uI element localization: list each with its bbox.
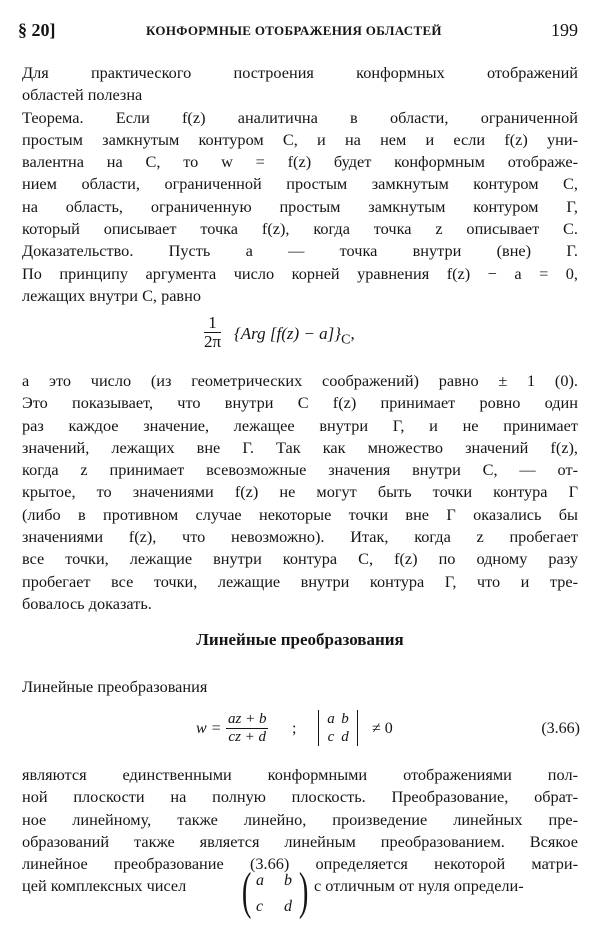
text-line: Это показывает, что внутри C f(z) принимает ровно один <box>22 393 578 413</box>
text-line: простым замкнутым контуром C, и на нем и если f(z) уни- <box>22 129 578 149</box>
nonzero-condition: ≠ 0 <box>372 720 393 737</box>
text-line: нием области, ограниченной простым замкнутым контуром C, <box>22 174 578 194</box>
sub-intro <box>22 676 578 698</box>
matrix-line-tail: с отличным от нуля определи- <box>314 876 524 895</box>
text-line: который описывает точка f(z), когда точка z описывает C. <box>22 219 578 239</box>
formula-comma: , <box>350 324 355 343</box>
text-line: являются единственными конформными отображениями пол- <box>22 765 578 784</box>
left-paren-icon: ( <box>241 863 252 920</box>
fraction-numerator: az + b <box>228 711 267 727</box>
text-line: линейное преобразование (3.66) определяется некоторой матри- <box>22 854 578 874</box>
text-line: раз каждое значение, лежащее внутри Г, и не принимает <box>22 415 578 435</box>
text-line: Линейные преобразования <box>22 677 208 696</box>
determinant <box>318 710 358 746</box>
page-number: 199 <box>551 20 578 40</box>
text-line: образований также является линейным преобразованием. Всякое <box>22 831 578 851</box>
mobius-formula <box>196 708 580 756</box>
section-heading: Линейные преобразования <box>196 630 404 649</box>
text-line: значений, лежащих вне Г. Так как множество значений f(z), <box>22 437 578 457</box>
text-line: лежащих внутри C, равно <box>22 285 201 305</box>
text-line: Для практического построения конформных отображений <box>22 63 578 82</box>
text-line: все точки, лежащие внутри контура C, f(z) по одному разу <box>22 549 578 569</box>
running-header <box>18 20 578 42</box>
argument-formula <box>204 314 424 364</box>
matrix-cell-a: a <box>256 872 264 889</box>
coefficient-matrix <box>241 863 309 922</box>
text-block-2 <box>22 370 578 615</box>
text-line: валентна на C, то w = f(z) будет конформным отображе- <box>22 152 578 172</box>
matrix-line-lead: цей комплексных чисел <box>22 876 187 895</box>
det-cell-d: d <box>341 729 349 745</box>
mobius-fraction <box>226 711 268 746</box>
matrix-cell-d: d <box>284 898 292 915</box>
fraction-denominator: 2π <box>204 332 222 351</box>
text-line: на область, ограниченную простым замкнутым контуром Г, <box>22 196 578 216</box>
det-cell-c: c <box>327 729 335 745</box>
text-line: ной плоскости на полную плоскость. Преобразование, обрат- <box>22 787 578 807</box>
equation-number: (3.66) <box>541 720 580 737</box>
det-cell-b: b <box>341 711 349 727</box>
text-block-3 <box>22 764 578 875</box>
right-paren-icon: ) <box>298 863 309 920</box>
text-line: По принципу аргумента число корней уравнения f(z) − a = 0, <box>22 263 578 283</box>
text-line: крытое, то значениями f(z) не могут быть точки контура Г <box>22 482 578 502</box>
formula-separator: ; <box>292 720 297 737</box>
proof-line: Доказательство. Пусть a — точка внутри (вне) Г. <box>22 241 578 261</box>
fraction <box>204 314 221 351</box>
fraction-numerator: 1 <box>204 314 221 333</box>
formula-body <box>234 324 355 348</box>
text-line: значениями f(z), что невозможно). Итак, когда z пробегает <box>22 527 578 547</box>
text-line: ное линейному, также линейно, произведение линейных пре- <box>22 809 578 829</box>
text-line: (либо в противном случае некоторые точки вне Г оказались бы <box>22 504 578 524</box>
matrix-cell-c: c <box>256 898 264 915</box>
text-line: бовалось доказать. <box>22 593 152 613</box>
theorem-line: Теорема. Если f(z) аналитична в области, ограниченной <box>22 107 578 127</box>
text-line: а это число (из геометрических соображений) равно ± 1 (0). <box>22 371 578 390</box>
text-line: областей полезна <box>22 85 143 105</box>
text-line: когда z принимает всевозможные значения внутри C, — от- <box>22 460 578 480</box>
running-title: КОНФОРМНЫЕ ОТОБРАЖЕНИЯ ОБЛАСТЕЙ <box>146 23 442 38</box>
formula-lhs: w = <box>196 720 222 737</box>
matrix-cell-b: b <box>284 872 292 889</box>
text-block-1 <box>22 62 578 307</box>
section-number: § 20] <box>18 20 56 40</box>
contour-subscript: C <box>341 331 351 348</box>
text-line: пробегает все точки, лежащие внутри контура Г, что и тре- <box>22 571 578 591</box>
arg-expression: {Arg [f(z) − a]} <box>234 324 342 343</box>
det-cell-a: a <box>327 711 335 727</box>
fraction-denominator: cz + d <box>228 729 267 745</box>
